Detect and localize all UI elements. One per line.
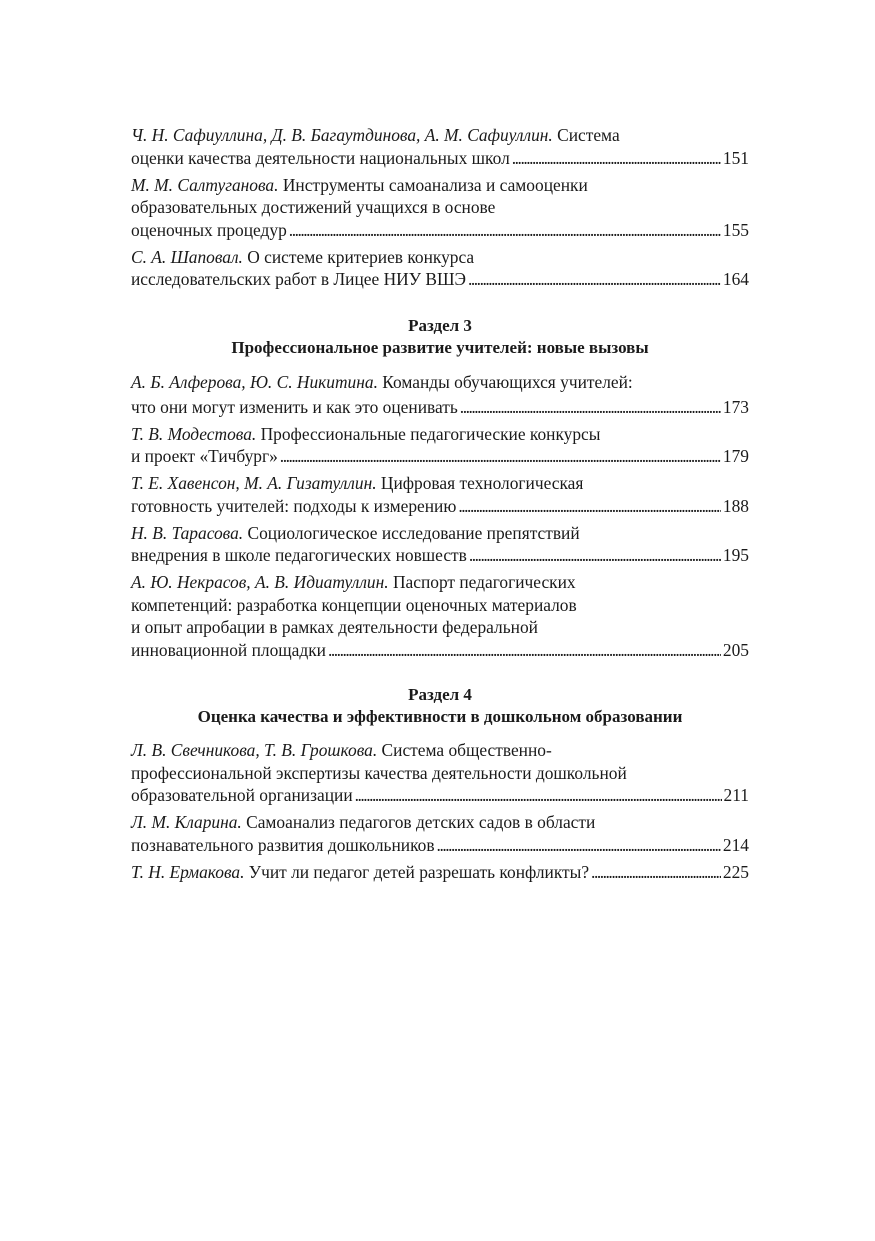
entry-title-text: Профессиональные педагогические конкурсы [256,423,601,444]
entry-title-text: Инструменты самоанализа и самооценки [278,174,588,195]
page-number: 195 [722,545,749,565]
toc-entry [131,174,749,242]
entry-line [131,739,749,762]
entry-title-text: готовность учителей: подходы к измерению [131,495,457,516]
entry-line [131,472,749,495]
entry-title-text: оценочных процедур [131,219,287,240]
section-title: Оценка качества и эффективности в дошкольном образовании [197,707,683,726]
entry-line [131,522,749,545]
dot-leader [591,861,721,884]
page-number: 151 [722,147,749,168]
entry-title-text: образовательных достижений учащихся в основе [131,197,496,217]
entries-group-section-4 [131,739,749,883]
dot-leader [280,445,721,468]
entry-title-text: Учит ли педагог детей разрешать конфликты? [244,861,590,882]
table-of-contents [131,124,749,888]
entry-line [131,616,749,639]
entry-last-line [131,544,749,567]
entry-title-text: оценки качества деятельности национальных школ [131,147,510,168]
toc-entry [131,369,749,419]
page-number: 179 [722,446,749,466]
entry-authors: Ч. Н. Сафиуллина, Д. В. Багаутдинова, А. М. Сафиуллин. [131,125,553,145]
entry-title-text: внедрения в школе педагогических новшеств [131,545,467,565]
dot-leader [437,834,721,857]
dot-leader [469,544,721,567]
entry-authors: М. М. Салтуганова. [131,174,279,195]
entry-last-line [131,147,749,170]
toc-entry [131,739,749,807]
entry-authors: Н. В. Тарасова. [131,522,244,543]
entry-line [131,762,749,785]
entry-title-text: инновационной площадки [131,639,326,660]
page-number: 225 [722,861,749,882]
entry-last-line [131,834,749,857]
entry-title-text: Система [552,125,620,145]
entry-title-text: Паспорт педагогических [388,572,576,592]
entry-line [131,174,749,197]
page-number: 205 [722,639,749,660]
entry-title-text: и опыт апробации в рамках деятельности федеральной [131,617,538,637]
entry-line [131,196,749,219]
toc-entry [131,423,749,468]
entry-line [131,369,749,396]
page-number: 188 [722,495,749,516]
entry-title-text: Цифровая технологическая [376,473,584,493]
entry-authors: Т. В. Модестова. [131,423,257,444]
entry-title-text: Самоанализ педагогов детских садов в области [241,812,596,832]
entries-group-section-3 [131,369,749,662]
entry-title-text: Команды обучающихся учителей: [377,371,633,392]
dot-leader [328,639,721,662]
page-number: 173 [722,396,749,417]
entry-title-text: Социологическое исследование препятствий [243,522,580,543]
dot-leader [355,784,722,807]
entry-title-text: что они могут изменить и как это оценивать [131,396,458,417]
page-number: 155 [722,219,749,240]
entry-title-text: образовательной организации [131,785,353,805]
entries-group-top [131,124,749,291]
entry-last-line [131,639,749,662]
entry-title-text: профессиональной экспертизы качества деятельности дошкольной [131,762,627,783]
entry-title-text: О системе критериев конкурса [242,246,475,267]
entry-authors: Л. В. Свечникова, Т. В. Грошкова. [131,740,378,760]
entry-line [131,594,749,617]
entry-line [131,423,749,446]
entry-last-line [131,784,749,807]
toc-entry [131,522,749,567]
entry-authors: А. Б. Алферова, Ю. С. Никитина. [131,371,378,392]
section-number: Раздел 4 [408,685,472,704]
page-number: 211 [723,785,749,805]
entry-authors: С. А. Шаповал. [131,246,243,267]
entry-last-line [131,396,749,419]
entry-line [131,811,749,834]
entry-authors: Т. Н. Ермакова. [131,861,245,882]
dot-leader [289,219,721,242]
entry-title-text: компетенций: разработка концепции оценочных материалов [131,594,577,615]
toc-entry [131,571,749,661]
section-title: Профессиональное развитие учителей: новые вызовы [231,337,649,357]
toc-entry [131,246,749,291]
toc-entry [131,124,749,169]
entry-last-line [131,861,749,884]
entry-title-text: Система общественно- [377,740,552,760]
entry-title-text: исследовательских работ в Лицее НИУ ВШЭ [131,269,466,289]
toc-entry [131,861,749,884]
entry-title-text: и проект «Тичбург» [131,446,278,466]
toc-entry [131,472,749,517]
section-number: Раздел 3 [408,315,472,335]
entry-line [131,246,749,269]
entry-line [131,124,749,147]
entry-line [131,571,749,594]
entry-title-text: познавательного развития дошкольников [131,834,435,855]
toc-entry [131,811,749,856]
dot-leader [460,396,721,419]
section-4-heading [131,684,749,728]
entry-last-line [131,445,749,468]
entry-last-line [131,495,749,518]
entry-authors: Л. М. Кларина. [131,812,242,832]
entry-authors: А. Ю. Некрасов, А. В. Идиатуллин. [131,572,389,592]
entry-authors: Т. Е. Хавенсон, М. А. Гизатуллин. [131,473,377,493]
entry-last-line [131,268,749,291]
dot-leader [468,268,721,291]
page-number: 164 [722,269,749,289]
page-number: 214 [722,834,749,855]
entry-last-line [131,219,749,242]
dot-leader [512,147,721,170]
section-3-heading [131,315,749,359]
dot-leader [458,495,721,518]
